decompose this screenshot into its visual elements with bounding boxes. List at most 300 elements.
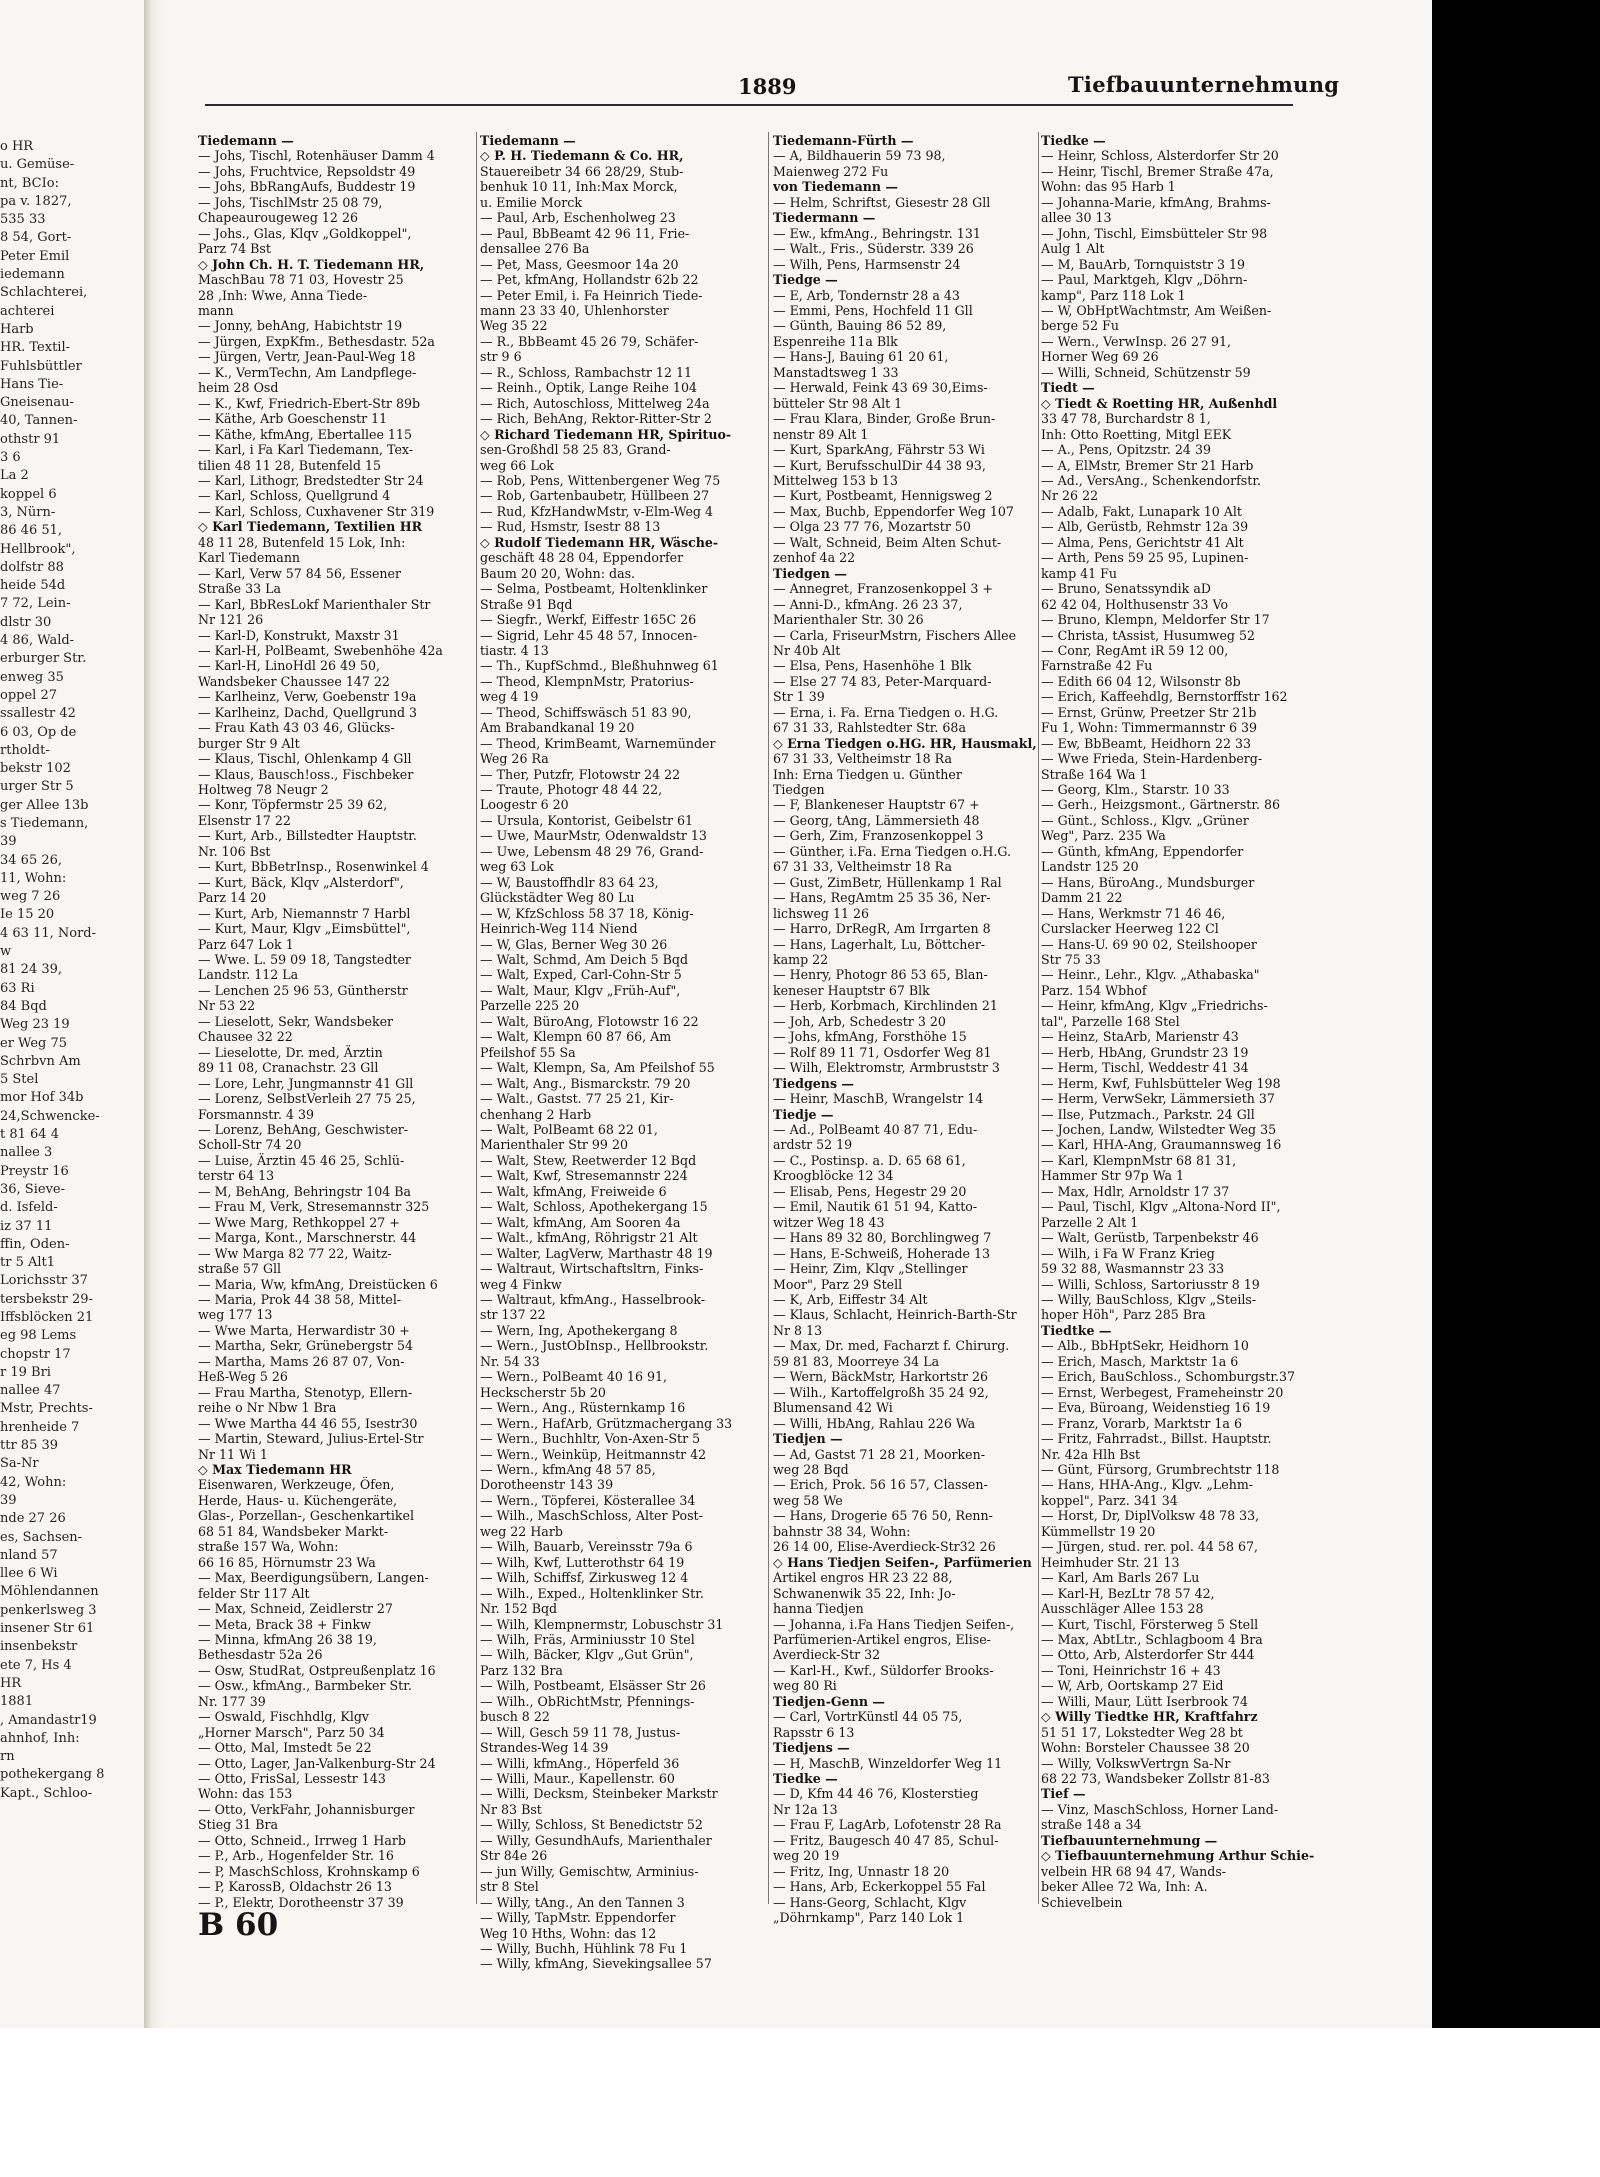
directory-entry: — Ilse, Putzmach., Parkstr. 24 Gll: [1041, 1106, 1255, 1122]
directory-heading: Tiedjens —: [773, 1740, 850, 1756]
directory-entry: Straße 164 Wa 1: [1041, 766, 1148, 782]
directory-entry: — Ww Marga 82 77 22, Waitz-: [198, 1245, 392, 1261]
directory-entry: Parz 74 Bst: [198, 241, 271, 257]
directory-entry: — Heinr., Lehr., Klgv. „Athabaska": [1041, 967, 1260, 983]
fragment-line: Ie 15 20: [0, 907, 55, 923]
directory-entry: — Jürgen, ExpKfm., Bethesdastr. 52a: [198, 333, 435, 349]
directory-entry: Weg 35 22: [480, 318, 548, 334]
fragment-line: Möhlendannen: [0, 1584, 99, 1600]
directory-heading: ◇ Willy Tiedtke HR, Kraftfahrz: [1041, 1709, 1258, 1725]
directory-entry: — Waltraut, Wirtschaftsltrn, Finks-: [480, 1261, 704, 1277]
directory-entry: 67 31 33, Veltheimstr 18 Ra: [773, 751, 952, 767]
fragment-line: 40, Tannen-: [0, 413, 78, 429]
fragment-line: erburger Str.: [0, 651, 87, 667]
fragment-line: oppel 27: [0, 687, 57, 703]
directory-entry: Str 1 39: [773, 689, 825, 705]
directory-entry: Str 75 33: [1041, 952, 1101, 968]
directory-entry: Parz. 154 Wbhof: [1041, 982, 1147, 998]
fragment-line: heide 54d: [0, 578, 66, 594]
directory-entry: Blumensand 42 Wi: [773, 1400, 893, 1416]
directory-entry: — Oswald, Fischhdlg, Klgv: [198, 1709, 370, 1725]
fragment-line: 63 Ri: [0, 980, 35, 996]
directory-entry: — Johs, TischlMstr 25 08 79,: [198, 194, 383, 210]
directory-entry: — Theod, KlempnMstr, Pratorius-: [480, 673, 694, 689]
directory-heading: ◇ Hans Tiedjen Seifen-, Parfümerien: [773, 1554, 1032, 1570]
directory-entry: — Walt, Gerüstb, Tarpenbekstr 46: [1041, 1230, 1259, 1246]
directory-entry: — Johs., Glas, Klqv „Goldkoppel",: [198, 225, 412, 241]
directory-entry: — Walt, Ang., Bismarckstr. 79 20: [480, 1075, 691, 1091]
fragment-line: Kapt., Schloo-: [0, 1785, 93, 1801]
directory-entry: Am Brabandkanal 19 20: [480, 720, 635, 736]
directory-entry: — Toni, Heinrichstr 16 + 43: [1041, 1662, 1221, 1678]
directory-entry: 66 16 85, Hörnumstr 23 Wa: [198, 1554, 376, 1570]
fragment-line: koppel 6: [0, 486, 57, 502]
directory-entry: — Else 27 74 83, Peter-Marquard-: [773, 673, 992, 689]
directory-entry: 62 42 04, Holthusenstr 33 Vo: [1041, 596, 1229, 612]
directory-heading: von Tiedemann —: [773, 179, 899, 195]
directory-entry: — Wilh, Pens, Harmsenstr 24: [773, 256, 961, 272]
directory-entry: — Alb., BbHptSekr, Heidhorn 10: [1041, 1338, 1249, 1354]
directory-entry: — Osw., kfmAng., Barmbeker Str.: [198, 1678, 412, 1694]
directory-entry: Nr. 54 33: [480, 1353, 540, 1369]
fragment-line: 11, Wohn:: [0, 870, 67, 886]
column-divider: [768, 132, 769, 1904]
directory-entry: — Wwe Marg, Rethkoppel 27 +: [198, 1214, 400, 1230]
directory-entry: — Willi, HbAng, Rahlau 226 Wa: [773, 1415, 976, 1431]
directory-entry: sen-Großhdl 58 25 83, Grand-: [480, 442, 671, 458]
directory-entry: Nr 11 Wi 1: [198, 1446, 268, 1462]
directory-entry: — Anni-D., kfmAng. 26 23 37,: [773, 596, 963, 612]
directory-entry: Loogestr 6 20: [480, 797, 569, 813]
directory-entry: Parz 132 Bra: [480, 1662, 563, 1678]
directory-entry: Chapeaurougeweg 12 26: [198, 210, 358, 226]
fragment-line: 86 46 51,: [0, 523, 63, 539]
directory-entry: — Hans, Drogerie 65 76 50, Renn-: [773, 1508, 993, 1524]
fragment-line: d. Isfeld-: [0, 1200, 58, 1216]
directory-entry: — Hans-J, Bauing 61 20 61,: [773, 349, 949, 365]
directory-entry: — Martin, Steward, Julius-Ertel-Str: [198, 1431, 424, 1447]
fragment-line: Mstr, Prechts-: [0, 1401, 93, 1417]
directory-heading: Tiedt —: [1041, 380, 1095, 396]
directory-entry: — Max, Dr. med, Facharzt f. Chirurg.: [773, 1338, 1010, 1354]
directory-entry: — E, Arb, Tondernstr 28 a 43: [773, 287, 960, 303]
fragment-line: w: [0, 944, 12, 960]
directory-entry: — Erich, Kaffeehdlg, Bernstorffstr 162: [1041, 689, 1288, 705]
directory-entry: Manstadtsweg 1 33: [773, 364, 899, 380]
directory-entry: — Karl-H, LinoHdl 26 49 50,: [198, 658, 381, 674]
directory-entry: — Walt, kfmAng, Freiweide 6: [480, 1183, 667, 1199]
directory-entry: reihe o Nr Nbw 1 Bra: [198, 1400, 337, 1416]
directory-entry: 33 47 78, Burchardstr 8 1,: [1041, 411, 1211, 427]
directory-entry: — Ursula, Kontorist, Geibelstr 61: [480, 812, 693, 828]
directory-entry: — Willi, kfmAng., Höperfeld 36: [480, 1755, 680, 1771]
directory-entry: 67 31 33, Veltheimstr 18 Ra: [773, 859, 952, 875]
directory-entry: — Martha, Sekr, Grünebergstr 54: [198, 1338, 413, 1354]
fragment-line: Lorichsstr 37: [0, 1273, 88, 1289]
directory-heading: Tiedjen —: [773, 1431, 843, 1447]
directory-entry: — Hans, Lagerhalt, Lu, Böttcher-: [773, 936, 986, 952]
directory-entry: Parz 14 20: [198, 890, 267, 906]
directory-entry: — R., BbBeamt 45 26 79, Schäfer-: [480, 333, 699, 349]
directory-entry: — Wilh, i Fa W Franz Krieg: [1041, 1245, 1215, 1261]
header-rule: [205, 104, 1293, 106]
fragment-line: rtholdt-: [0, 742, 50, 758]
directory-entry: — W, Baustoffhdlr 83 64 23,: [480, 874, 659, 890]
directory-entry: — Herwald, Feink 43 69 30,Eims-: [773, 380, 988, 396]
fragment-line: achterei: [0, 303, 55, 319]
directory-entry: — Martha, Mams 26 87 07, Von-: [198, 1353, 405, 1369]
directory-entry: — Heinr, Tischl, Bremer Straße 47a,: [1041, 163, 1274, 179]
directory-heading: Tiedge —: [773, 272, 838, 288]
directory-entry: — Maria, Prok 44 38 58, Mittel-: [198, 1291, 402, 1307]
directory-entry: Mittelweg 153 b 13: [773, 472, 898, 488]
directory-heading: Tiedje —: [773, 1106, 834, 1122]
directory-entry: — Alb, Gerüstb, Rehmstr 12a 39: [1041, 519, 1249, 535]
directory-entry: Rapsstr 6 13: [773, 1724, 855, 1740]
directory-entry: — Erna, i. Fa. Erna Tiedgen o. H.G.: [773, 704, 999, 720]
fragment-line: tersbekstr 29-: [0, 1291, 93, 1307]
fragment-line: es, Sachsen-: [0, 1529, 83, 1545]
directory-entry: — Carla, FriseurMstrn, Fischers Allee: [773, 627, 1017, 643]
directory-entry: — Johanna-Marie, kfmAng, Brahms-: [1041, 194, 1271, 210]
directory-entry: Wohn: das 153: [198, 1786, 293, 1802]
directory-entry: chenhang 2 Harb: [480, 1106, 592, 1122]
directory-entry: heim 28 Osd: [198, 380, 279, 396]
directory-entry: zenhof 4a 22: [773, 550, 856, 566]
directory-entry: Straße 91 Bqd: [480, 596, 573, 612]
directory-entry: — Lorenz, BehAng, Geschwister-: [198, 1122, 409, 1137]
directory-entry: — Walt, Schmd, Am Deich 5 Bqd: [480, 952, 689, 968]
directory-entry: — Bruno, Senatssyndik aD: [1041, 581, 1211, 597]
directory-entry: weg 4 Finkw: [480, 1276, 562, 1292]
directory-entry: Glückstädter Weg 80 Lu: [480, 890, 635, 906]
directory-entry: — Hans, RegAmtm 25 35 36, Ner-: [773, 890, 991, 906]
fragment-line: ttr 85 39: [0, 1438, 59, 1454]
directory-entry: Landstr. 112 La: [198, 967, 299, 983]
directory-entry: Nr. 177 39: [198, 1693, 266, 1709]
directory-entry: — Willy, tAng., An den Tannen 3: [480, 1894, 685, 1910]
directory-entry: — A., Pens, Opitzstr. 24 39: [1041, 442, 1211, 458]
directory-entry: — Bruno, Klempn, Meldorfer Str 17: [1041, 612, 1270, 628]
directory-entry: — Willi, Schneid, Schützenstr 59: [1041, 364, 1251, 380]
directory-entry: — Karlheinz, Verw, Goebenstr 19a: [198, 689, 417, 705]
directory-entry: 59 81 83, Moorreye 34 La: [773, 1353, 940, 1369]
directory-entry: — Willy, TapMstr. Eppendorfer: [480, 1910, 676, 1926]
directory-entry: Parfümerien-Artikel engros, Elise-: [773, 1631, 991, 1647]
directory-entry: weg 80 Ri: [773, 1678, 837, 1694]
directory-entry: Weg 26 Ra: [480, 751, 549, 767]
directory-entry: — Fritz, Fahrradst., Billst. Hauptstr.: [1041, 1431, 1272, 1447]
directory-entry: Heimhuder Str. 21 13: [1041, 1554, 1180, 1570]
directory-entry: — Karl, Am Barls 267 Lu: [1041, 1570, 1200, 1586]
directory-entry: — Jürgen, Vertr, Jean-Paul-Weg 18: [198, 349, 416, 365]
directory-entry: — Wwe Frieda, Stein-Hardenberg-: [1041, 751, 1263, 767]
directory-entry: — K., Kwf, Friedrich-Ebert-Str 89b: [198, 395, 421, 411]
directory-entry: — P., Arb., Hogenfelder Str. 16: [198, 1848, 394, 1864]
fragment-line: 6 03, Op de: [0, 724, 77, 740]
directory-entry: — Eva, Büroang, Weidenstieg 16 19: [1041, 1400, 1271, 1416]
directory-entry: Nr. 152 Bqd: [480, 1601, 558, 1617]
directory-entry: — Jonny, behAng, Habichtstr 19: [198, 318, 403, 334]
directory-entry: — Wern., PolBeamt 40 16 91,: [480, 1369, 667, 1385]
directory-entry: „Döhrnkamp", Parz 140 Lok 1: [773, 1910, 965, 1926]
directory-entry: u. Emilie Morck: [480, 194, 582, 210]
directory-entry: Marienthaler Str 99 20: [480, 1137, 628, 1153]
directory-entry: — Wilh., Kartoffelgroßh 35 24 92,: [773, 1384, 989, 1400]
directory-entry: — Max, Schneid, Zeidlerstr 27: [198, 1601, 393, 1617]
directory-entry: — Willi, Maur., Kapellenstr. 60: [480, 1771, 675, 1787]
directory-entry: Straße 33 La: [198, 581, 281, 597]
directory-entry: Nr 12a 13: [773, 1801, 838, 1817]
directory-entry: — Marga, Kont., Marschnerstr. 44: [198, 1230, 417, 1246]
directory-entry: — Hans, HHA-Ang., Klgv. „Lehm-: [1041, 1477, 1254, 1493]
directory-entry: — Walt, PolBeamt 68 22 01,: [480, 1122, 658, 1137]
directory-entry: keneser Hauptstr 67 Blk: [773, 982, 930, 998]
fragment-line: enweg 35: [0, 669, 64, 685]
directory-entry: — K, Arb, Eiffestr 34 Alt: [773, 1291, 928, 1307]
directory-entry: — Rud, KfzHandwMstr, v-Elm-Weg 4: [480, 503, 714, 519]
directory-entry: — Otto, Mal, Imstedt 5e 22: [198, 1740, 372, 1756]
directory-entry: 48 11 28, Butenfeld 15 Lok, Inh:: [198, 534, 406, 550]
fragment-line: 535 33: [0, 212, 46, 228]
directory-heading: Tiedtke —: [1041, 1322, 1112, 1338]
directory-column-4: [1041, 133, 1326, 1910]
directory-entry: — Walt., Fris., Süderstr. 339 26: [773, 241, 974, 257]
directory-entry: Fu 1, Wohn: Timmermannstr 6 39: [1041, 720, 1258, 736]
directory-entry: — Wilh, Postbeamt, Elsässer Str 26: [480, 1678, 706, 1694]
directory-entry: — Adalb, Fakt, Lunapark 10 Alt: [1041, 503, 1242, 519]
directory-heading: ◇ P. H. Tiedemann & Co. HR,: [480, 148, 684, 164]
directory-entry: — Johanna, i.Fa Hans Tiedjen Seifen-,: [773, 1616, 1015, 1632]
directory-entry: — Karlheinz, Dachd, Quellgrund 3: [198, 704, 418, 720]
fragment-line: nallee 3: [0, 1145, 53, 1161]
directory-entry: — John, Tischl, Eimsbütteler Str 98: [1041, 225, 1268, 241]
directory-heading: ◇ Richard Tiedemann HR, Spirituo-: [480, 426, 732, 442]
directory-heading: ◇ Rudolf Tiedemann HR, Wäsche-: [480, 534, 719, 550]
directory-entry: — Karl-H., Kwf., Süldorfer Brooks-: [773, 1662, 994, 1678]
directory-entry: — Siegfr., Werkf, Eiffestr 165C 26: [480, 612, 697, 628]
directory-entry: — Paul, Arb, Eschenholweg 23: [480, 210, 676, 226]
directory-entry: Karl Tiedemann: [198, 550, 301, 566]
directory-entry: — Karl-H, BezLtr 78 57 42,: [1041, 1585, 1215, 1601]
book-gutter: [144, 0, 164, 2028]
fragment-line: nt, BCIo:: [0, 175, 59, 191]
fragment-line: s Tiedemann,: [0, 815, 89, 831]
directory-entry: — Erich, Prok. 56 16 57, Classen-: [773, 1477, 988, 1493]
directory-entry: — Rolf 89 11 71, Osdorfer Weg 81: [773, 1044, 992, 1060]
directory-entry: — Hans, BüroAng., Mundsburger: [1041, 874, 1255, 890]
directory-entry: straße 157 Wa, Wohn:: [198, 1539, 339, 1555]
directory-entry: — Frau Martha, Stenotyp, Ellern-: [198, 1384, 413, 1400]
directory-entry: Dorotheenstr 143 39: [480, 1477, 614, 1493]
directory-entry: — Wwe. L. 59 09 18, Tangstedter: [198, 952, 411, 968]
directory-entry: — Walt, Klempn, Sa, Am Pfeilshof 55: [480, 1060, 715, 1076]
directory-entry: — Ew, BbBeamt, Heidhorn 22 33: [1041, 735, 1252, 751]
directory-entry: — R., Schloss, Rambachstr 12 11: [480, 364, 692, 380]
directory-entry: — Rob, Gartenbaubetr, Hüllbeen 27: [480, 488, 710, 504]
fragment-line: insener Str 61: [0, 1621, 95, 1637]
directory-entry: — Lorenz, SelbstVerleih 27 75 25,: [198, 1091, 416, 1107]
directory-entry: Nr. 106 Bst: [198, 843, 271, 859]
fragment-line: othstr 91: [0, 431, 61, 447]
directory-entry: — Will, Gesch 59 11 78, Justus-: [480, 1724, 681, 1740]
directory-entry: Parzelle 2 Alt 1: [1041, 1214, 1139, 1230]
directory-entry: Farnstraße 42 Fu: [1041, 658, 1153, 674]
fragment-line: ete 7, Hs 4: [0, 1657, 72, 1673]
fragment-line: HR. Textil-: [0, 340, 71, 356]
directory-entry: — Willy, VolkswVertrgn Sa-Nr: [1041, 1755, 1231, 1771]
fragment-line: urger Str 5: [0, 779, 74, 795]
directory-entry: — Willy, Buchh, Hühlink 78 Fu 1: [480, 1941, 688, 1957]
directory-entry: — Wern., Buchhltr, Von-Axen-Str 5: [480, 1431, 701, 1447]
directory-entry: — Hans 89 32 80, Borchlingweg 7: [773, 1230, 992, 1246]
directory-entry: — Wwe Martha 44 46 55, Isestr30: [198, 1415, 418, 1431]
footer-mark: B 60: [198, 1907, 279, 1943]
directory-entry: Nr 8 13: [773, 1322, 823, 1338]
fragment-line: 42, Wohn:: [0, 1474, 67, 1490]
directory-entry: berge 52 Fu: [1041, 318, 1119, 334]
fragment-line: r 19 Bri: [0, 1364, 51, 1380]
directory-entry: — Lieselott, Sekr, Wandsbeker: [198, 1013, 394, 1029]
directory-entry: weg 58 We: [773, 1492, 843, 1508]
directory-entry: Parz 647 Lok 1: [198, 936, 294, 952]
fragment-line: hrenheide 7: [0, 1419, 80, 1435]
directory-entry: Moor", Parz 29 Stell: [773, 1276, 903, 1292]
directory-entry: 67 31 33, Rahlstedter Str. 68a: [773, 720, 966, 736]
directory-entry: — Frau Klara, Binder, Große Brun-: [773, 411, 996, 427]
directory-entry: — Theod, KrimBeamt, Warnemünder: [480, 735, 716, 751]
fragment-line: eg 98 Lems: [0, 1328, 77, 1344]
directory-entry: — Osw, StudRat, Ostpreußenplatz 16: [198, 1662, 436, 1678]
directory-entry: — Klaus, Tischl, Ohlenkamp 4 Gll: [198, 751, 412, 767]
directory-entry: — Max, Beerdigungsübern, Langen-: [198, 1570, 429, 1586]
directory-entry: — F, Blankeneser Hauptstr 67 +: [773, 797, 980, 813]
fragment-line: 4 86, Wald-: [0, 633, 75, 649]
directory-entry: — Walt, Maur, Klgv „Früh-Auf",: [480, 982, 681, 998]
directory-entry: — Willy, GesundhAufs, Marienthaler: [480, 1832, 712, 1848]
directory-heading: ◇ Karl Tiedemann, Textilien HR: [198, 519, 423, 535]
directory-entry: — Kurt, Postbeamt, Hennigsweg 2: [773, 488, 993, 504]
directory-entry: Landstr 125 20: [1041, 859, 1139, 875]
fragment-line: 39: [0, 834, 17, 850]
directory-entry: — Henry, Photogr 86 53 65, Blan-: [773, 967, 988, 983]
directory-heading: Tiedjen-Genn —: [773, 1693, 885, 1709]
directory-entry: Kroogblöcke 12 34: [773, 1168, 894, 1184]
fragment-line: bekstr 102: [0, 761, 71, 777]
directory-entry: Stieg 31 Bra: [198, 1817, 279, 1833]
fragment-line: u. Gemüse-: [0, 157, 75, 173]
directory-entry: — Karl, KlempnMstr 68 81 31,: [1041, 1152, 1237, 1168]
directory-entry: — Uwe, Lebensm 48 29 76, Grand-: [480, 843, 704, 859]
directory-heading: Tiefbauunternehmung —: [1041, 1832, 1218, 1848]
directory-entry: — Otto, FrisSal, Lessestr 143: [198, 1771, 386, 1787]
directory-entry: — Arth, Pens 59 25 95, Lupinen-: [1041, 550, 1249, 566]
directory-entry: — Georg, tAng, Lämmersieth 48: [773, 812, 980, 828]
directory-entry: 26 14 00, Elise-Averdieck-Str32 26: [773, 1539, 996, 1555]
directory-entry: densallee 276 Ba: [480, 241, 590, 257]
fragment-line: dolfstr 88: [0, 559, 64, 575]
directory-entry: — Kurt, Bäck, Klqv „Alsterdorf",: [198, 874, 404, 890]
directory-entry: — Wern., Töpferei, Kösterallee 34: [480, 1492, 696, 1508]
directory-entry: — Wern, BäckMstr, Harkortstr 26: [773, 1369, 988, 1385]
directory-entry: — Otto, VerkFahr, Johannisburger: [198, 1801, 415, 1817]
column-divider: [476, 132, 477, 1904]
directory-entry: — Alma, Pens, Gerichtstr 41 Alt: [1041, 534, 1244, 550]
directory-entry: — Hans-U. 69 90 02, Steilshooper: [1041, 936, 1257, 952]
directory-entry: „Horner Marsch", Parz 50 34: [198, 1724, 385, 1740]
directory-entry: MaschBau 78 71 03, Hovestr 25: [198, 272, 404, 288]
directory-entry: — D, Kfm 44 46 76, Klosterstieg: [773, 1786, 979, 1802]
directory-entry: — Lenchen 25 96 53, Güntherstr: [198, 982, 408, 998]
fragment-line: iz 37 11: [0, 1218, 53, 1234]
directory-entry: — Waltraut, kfmAng., Hasselbrook-: [480, 1291, 706, 1307]
scan-border-right: [1432, 0, 1600, 2028]
directory-entry: — Erich, Masch, Marktstr 1a 6: [1041, 1353, 1239, 1369]
directory-entry: Eisenwaren, Werkzeuge, Öfen,: [198, 1477, 395, 1493]
fragment-line: 36, Sieve-: [0, 1181, 65, 1197]
directory-entry: — Walt., kfmAng, Röhrigstr 21 Alt: [480, 1230, 698, 1246]
fragment-line: 39: [0, 1492, 17, 1508]
directory-entry: — H, MaschB, Winzeldorfer Weg 11: [773, 1755, 1003, 1771]
fragment-line: insenbekstr: [0, 1639, 78, 1655]
directory-entry: — Gust, ZimBetr, Hüllenkamp 1 Ral: [773, 874, 1002, 890]
directory-entry: — Kurt, SparkAng, Fährstr 53 Wi: [773, 442, 985, 458]
directory-entry: — Konr, Töpfermstr 25 39 62,: [198, 797, 388, 813]
directory-entry: — Max, AbtLtr., Schlagboom 4 Bra: [1041, 1631, 1263, 1647]
directory-entry: — Willi, Decksm, Steinbeker Markstr: [480, 1786, 718, 1802]
directory-entry: Forsmannstr. 4 39: [198, 1106, 314, 1122]
directory-entry: — Jochen, Landw, Wilstedter Weg 35: [1041, 1122, 1277, 1137]
directory-entry: — jun Willy, Gemischtw, Arminius-: [480, 1863, 699, 1879]
directory-entry: — Willi, Maur, Lütt Iserbrook 74: [1041, 1693, 1249, 1709]
fragment-line: Iffsblöcken 21: [0, 1310, 94, 1325]
directory-entry: — Ad., VersAng., Schenkendorfstr.: [1041, 472, 1261, 488]
directory-entry: — Johs, kfmAng, Forsthöhe 15: [773, 1029, 967, 1045]
directory-entry: hoper Höh", Parz 285 Bra: [1041, 1307, 1206, 1323]
directory-entry: Hammer Str 97p Wa 1: [1041, 1168, 1185, 1184]
directory-entry: — Günth, kfmAng, Eppendorfer: [1041, 843, 1244, 859]
directory-entry: weg 66 Lok: [480, 457, 554, 473]
directory-entry: — Wilh, Bäcker, Klgv „Gut Grün",: [480, 1647, 694, 1663]
directory-entry: Ausschläger Allee 153 28: [1041, 1601, 1204, 1617]
directory-entry: weg 177 13: [198, 1307, 273, 1323]
directory-entry: str 8 Stel: [480, 1879, 539, 1895]
fragment-line: nallee 47: [0, 1383, 61, 1399]
fragment-line: iedemann: [0, 267, 65, 283]
directory-entry: Artikel engros HR 23 22 88,: [773, 1570, 953, 1586]
directory-entry: straße 57 Gll: [198, 1261, 282, 1277]
directory-entry: felder Str 117 Alt: [198, 1585, 310, 1601]
fragment-line: Schrbvn Am: [0, 1053, 81, 1069]
fragment-line: pothekergang 8: [0, 1767, 105, 1783]
fragment-line: 34 65 26,: [0, 852, 63, 868]
fragment-line: 1881: [0, 1694, 34, 1710]
directory-entry: — Frau Kath 43 03 46, Glücks-: [198, 720, 395, 736]
directory-entry: — Herm, VerwSekr, Lämmersieth 37: [1041, 1091, 1275, 1107]
directory-heading: ◇ Erna Tiedgen o.HG. HR, Hausmakl,: [773, 735, 1037, 751]
directory-entry: — Gerh., Heizgsmont., Gärtnerstr. 86: [1041, 797, 1281, 813]
directory-entry: Heß-Weg 5 26: [198, 1369, 288, 1385]
fragment-line: nland 57: [0, 1547, 58, 1563]
directory-entry: — Kurt, Maur, Klgv „Eimsbüttel",: [198, 921, 411, 937]
directory-entry: Damm 21 22: [1041, 890, 1123, 906]
directory-entry: — Frau M, Verk, Stresemannstr 325: [198, 1199, 430, 1215]
directory-entry: — Walt, Schneid, Beim Alten Schut-: [773, 534, 1002, 550]
directory-entry: — W, Arb, Oortskamp 27 Eid: [1041, 1678, 1224, 1694]
directory-entry: — Willy, kfmAng, Sievekingsallee 57: [480, 1956, 712, 1972]
directory-entry: — Emmi, Pens, Hochfeld 11 Gll: [773, 302, 973, 318]
directory-entry: mann: [198, 302, 234, 318]
